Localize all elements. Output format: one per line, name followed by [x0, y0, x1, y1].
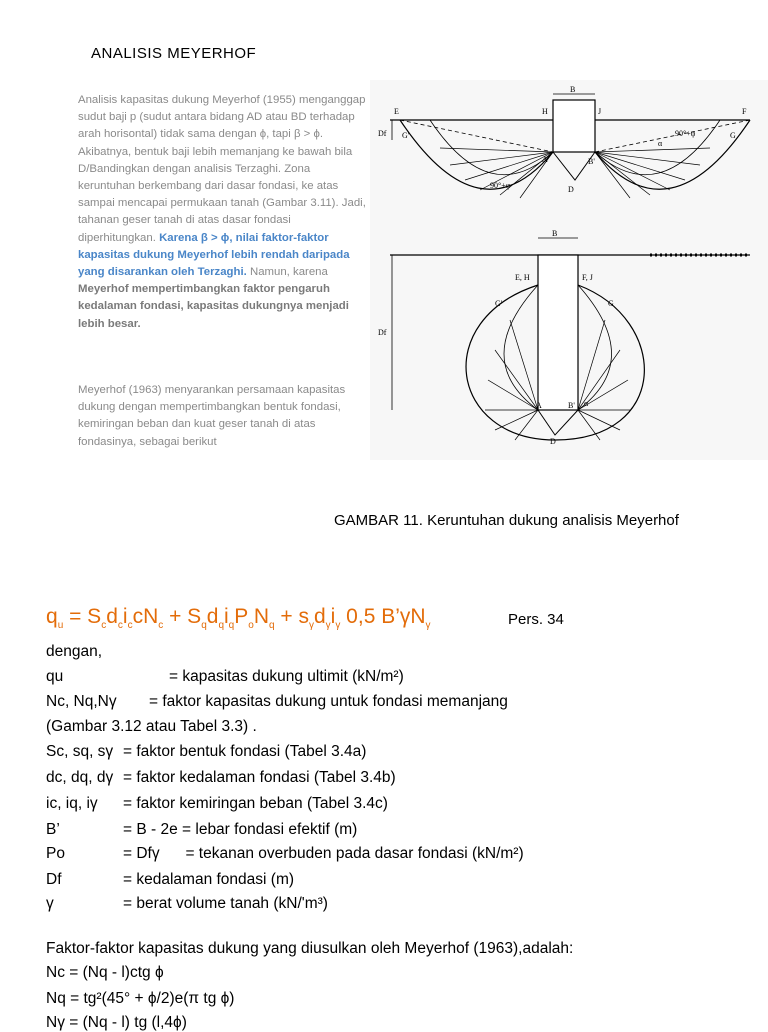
- formula-d: d: [106, 605, 118, 628]
- def-desc: = Dfγ = tekanan overbuden pada dasar fondasi (kN/m²): [123, 845, 524, 862]
- def-desc: = faktor kapasitas dukung untuk fondasi memanjang: [149, 693, 508, 710]
- def-row-po: [46, 845, 524, 863]
- intro-text-highlight: Karena β > ϕ, nilai faktor-faktor kapasitas dukung Meyerhof lebih rendah daripada yang disarankan oleh Terzaghi.: [78, 231, 350, 279]
- def-sym: γ: [46, 895, 54, 912]
- formula-plus-s: + S: [163, 605, 202, 628]
- label-A: A: [542, 155, 548, 164]
- page-title: ANALISIS MEYERHOF: [91, 45, 257, 62]
- def-sym: ic, iq, iγ: [46, 795, 98, 812]
- intro-text-bold: Meyerhof mempertimbangkan faktor pengaruh kedalaman fondasi, kapasitas dukungnya menjadi lebih besar.: [78, 283, 349, 330]
- label-G-prime-bottom: G': [495, 299, 503, 308]
- intro-paragraph: [78, 92, 370, 333]
- intro-text-a: Analisis kapasitas dukung Meyerhof (1955) menganggap sudut baji p (sudut antara bidang AD atau BD terhadap arah horisontal) tidak sama dengan ϕ, tapi β > ϕ. Akibatnya, bentuk baji lebih memanjang ke bawah bila D/Bandingkan dengan analisis Terzaghi. Zona keruntuhan berkembang dari dasar fondasi, ke atas sampai mencapai permukaan tanah (Gambar 3.11). Jadi, tahanan geser tanah di atas dasar fondasi diperhitungkan.: [78, 94, 366, 244]
- formula-d2: d: [206, 605, 219, 628]
- label-H: H: [542, 107, 548, 116]
- def-desc: = berat volume tanah (kN/'m³): [123, 895, 328, 912]
- def-row-b: [46, 821, 358, 839]
- formula-sub-q4: q: [268, 620, 275, 632]
- eq-ngamma: Nγ = (Nq - l) tg (l,4ϕ): [46, 1014, 187, 1031]
- equation-number: Pers. 34: [508, 611, 564, 628]
- label-angle-right: 90°+φ: [675, 129, 696, 138]
- def-row-gamma: [46, 895, 328, 913]
- formula-sub-u: u: [57, 620, 64, 632]
- formula-i: i: [122, 605, 128, 628]
- figure-caption: GAMBAR 11. Keruntuhan dukung analisis Meyerhof: [334, 512, 679, 529]
- formula-sub-g3: γ: [335, 620, 341, 632]
- formula-sub-c4: c: [158, 620, 164, 632]
- formula-sub-c1: c: [101, 620, 107, 632]
- formula-cn: cN: [132, 605, 159, 628]
- formula-d3: d: [313, 605, 326, 628]
- def-desc: = B - 2e = lebar fondasi efektif (m): [123, 821, 358, 838]
- def-sym: Nc, Nq,Nγ: [46, 693, 117, 710]
- def-desc: = faktor kemiringan beban (Tabel 3.4c): [123, 795, 388, 812]
- def-row-n: [46, 693, 508, 711]
- formula-sub-q1: q: [201, 620, 207, 632]
- label-G: G: [730, 131, 736, 140]
- formula-i2: i: [224, 605, 229, 628]
- formula-tail: 0,5 B’γN: [340, 605, 426, 628]
- label-D: D: [568, 185, 574, 194]
- def-desc: = faktor kedalaman fondasi (Tabel 3.4b): [123, 769, 396, 786]
- label-B-bottom: B: [552, 229, 558, 238]
- label-G-prime: G': [402, 131, 410, 140]
- label-J: J: [598, 107, 602, 116]
- def-sym: Df: [46, 871, 62, 888]
- label-FJ: F, J: [582, 273, 593, 282]
- formula-n: N: [253, 605, 269, 628]
- def-row-qu: [46, 668, 404, 686]
- intro-text-b: Namun, karena: [246, 266, 328, 279]
- def-desc: = kapasitas dukung ultimit (kN/m²): [169, 668, 404, 685]
- failure-diagram-svg: [370, 80, 768, 460]
- formula-sub-g2: γ: [325, 620, 331, 632]
- label-A-bottom: A: [536, 401, 542, 410]
- formula-sub-g1: γ: [308, 620, 314, 632]
- label-E: E: [394, 107, 399, 116]
- label-F: F: [742, 107, 747, 116]
- second-paragraph: Meyerhof (1963) menyarankan persamaan kapasitas dukung dengan mempertimbangkan bentuk fondasi, kemiringan beban dan kuat geser tanah di atas fondasinya, sebagai berikut: [78, 384, 346, 448]
- formula-sub-q3: q: [228, 620, 235, 632]
- label-G-bottom: G: [608, 299, 614, 308]
- formula-s: = S: [63, 605, 102, 628]
- def-row-df: [46, 871, 295, 889]
- label-B-prime-bottom: B': [568, 401, 575, 410]
- formula-sub-o: o: [248, 620, 254, 632]
- def-row-d: [46, 769, 396, 787]
- def-sym: Po: [46, 845, 65, 862]
- def-desc: = faktor bentuk fondasi (Tabel 3.4a): [123, 743, 367, 760]
- def-sym: B’: [46, 821, 60, 838]
- failure-diagram: [370, 80, 768, 460]
- def-row-i: [46, 795, 388, 813]
- dengan-label: dengan,: [46, 643, 103, 660]
- label-B: B: [570, 85, 576, 94]
- def-desc: = kedalaman fondasi (m): [123, 871, 295, 888]
- label-angle-left: 90°+φ: [490, 181, 511, 190]
- def-sym: qu: [46, 668, 64, 685]
- formula-sub-c2: c: [117, 620, 123, 632]
- eq-nq: Nq = tg²(45° + ϕ/2)e(π tg ϕ): [46, 990, 235, 1007]
- formula-sub-g4: γ: [425, 620, 431, 632]
- def-sym: Sc, sq, sγ: [46, 743, 114, 760]
- formula-sub-c3: c: [127, 620, 133, 632]
- formula-plus-s2: + s: [274, 605, 309, 628]
- def-row-gambar: (Gambar 3.12 atau Tabel 3.3) .: [46, 718, 257, 735]
- label-EH: E, H: [515, 273, 530, 282]
- formula-i3: i: [330, 605, 336, 628]
- label-Df: Df: [378, 129, 387, 138]
- main-formula: [46, 605, 431, 631]
- label-Df-bottom: Df: [378, 328, 387, 337]
- formula-sub-q2: q: [218, 620, 224, 632]
- formula-q: q: [46, 605, 58, 628]
- label-D-bottom: D: [550, 437, 556, 446]
- label-alpha: α: [658, 139, 663, 148]
- label-B-prime: B': [588, 157, 595, 166]
- faktor-intro: Faktor-faktor kapasitas dukung yang diusulkan oleh Meyerhof (1963),adalah:: [46, 940, 574, 957]
- def-row-s: [46, 743, 367, 761]
- formula-p: P: [234, 605, 249, 628]
- def-sym: dc, dq, dγ: [46, 769, 114, 786]
- eq-nc: Nc = (Nq - l)ctg ϕ: [46, 964, 164, 981]
- label-alpha-bottom: α: [584, 399, 589, 408]
